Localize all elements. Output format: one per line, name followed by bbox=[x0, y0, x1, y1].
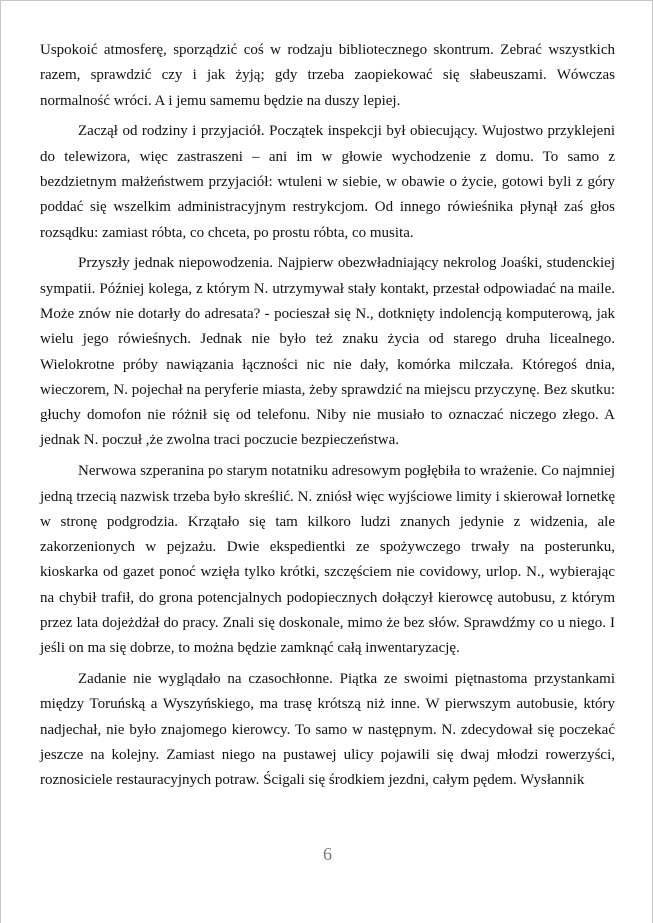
paragraph-4: Nerwowa szperanina po starym notatniku adresowym pogłębiła to wrażenie. Co najmniej jedną trzecią nazwisk trzeba było skreślić. N. zniósł więc wyjściowe limity i skierował lornetkę w stronę podgrodzia. Krzątało się tam kilkoro ludzi znanych jedynie z widzenia, ale zakorzenionych w pejzażu. Dwie ekspedientki ze spożywczego trwały na posterunku, kioskarka od gazet ponoć wzięła tylko krótki, szczęściem nie covidowy, urlop. N., wybierając na chybił trafił, do grona potencjalnych podopiecznych dołączył kierowcę autobusu, z którym przez lata dojeżdżał do pracy. Znali się doskonale, mimo że bez słów. Sprawdźmy co u niego. I jeśli on ma się dobrze, to można będzie zamknąć całą inwentaryzację. bbox=[40, 463, 615, 657]
paragraph-5: Zadanie nie wyglądało na czasochłonne. Piątka ze swoimi piętnastoma przystankami między Toruńską a Wyszyńskiego, ma trasę krótszą niż inne. W pierwszym autobusie, który nadjechał, nie było znajomego kierowcy. To samo w następnym. N. zdecydował się poczekać jeszcze na kolejny. Zamiast niego na pustawej ulicy pojawili się dwaj młodzi rowerzyści, roznosiciele restauracyjnych potraw. Ścigali się środkiem jezdni, całym pędem. Wysłannik bbox=[40, 671, 615, 789]
paragraph-3: Przyszły jednak niepowodzenia. Najpierw obezwładniający nekrolog Joaśki, studenckiej sympatii. Później kolega, z którym N. utrzymywał stały kontakt, przestał odpowiadać na maile. Może znów nie dotarły do adresata? - pocieszał się N., dotknięty indolencją komputerową, jak wielu jego rówieśnych. Jednak nie było też znaku życia od starego druha licealnego. Wielokrotne próby nawiązania łączności nic nie dały, komórka milczała. Któregoś dnia, wieczorem, N. pojechał na peryferie miasta, żeby sprawdzić na miejscu przyczynę. Bez skutku: głuchy domofon nie różnił się od telefonu. Niby nie musiało to oznaczać niczego złego. A jednak N. poczuł ,że zwolna traci poczucie bezpieczeństwa. bbox=[40, 255, 615, 449]
document-body[interactable] bbox=[40, 38, 615, 799]
paragraph-1: Uspokoić atmosferę, sporządzić coś w rodzaju bibliotecznego skontrum. Zebrać wszystkich razem, sprawdzić czy i jak żyją; gdy trzeba zaopiekować się słabeuszami. Wówczas normalność wróci. A i jemu samemu będzie na duszy lepiej. bbox=[40, 42, 615, 109]
page-number: 6 bbox=[323, 844, 332, 864]
paragraph-2: Zaczął od rodziny i przyjaciół. Początek inspekcji był obiecujący. Wujostwo przyklejeni do telewizora, więc zastraszeni – ani im w głowie wychodzenie z domu. To samo z bezdzietnym małżeństwem przyjaciół: wtuleni w siebie, w obawie o życie, gotowi byli z góry poddać się wszelkim administracyjnym restrykcjom. Od innego rówieśnika płynął zaś głos rozsądku: zamiast róbta, co chceta, po prostu róbta, co musita. bbox=[40, 123, 615, 241]
